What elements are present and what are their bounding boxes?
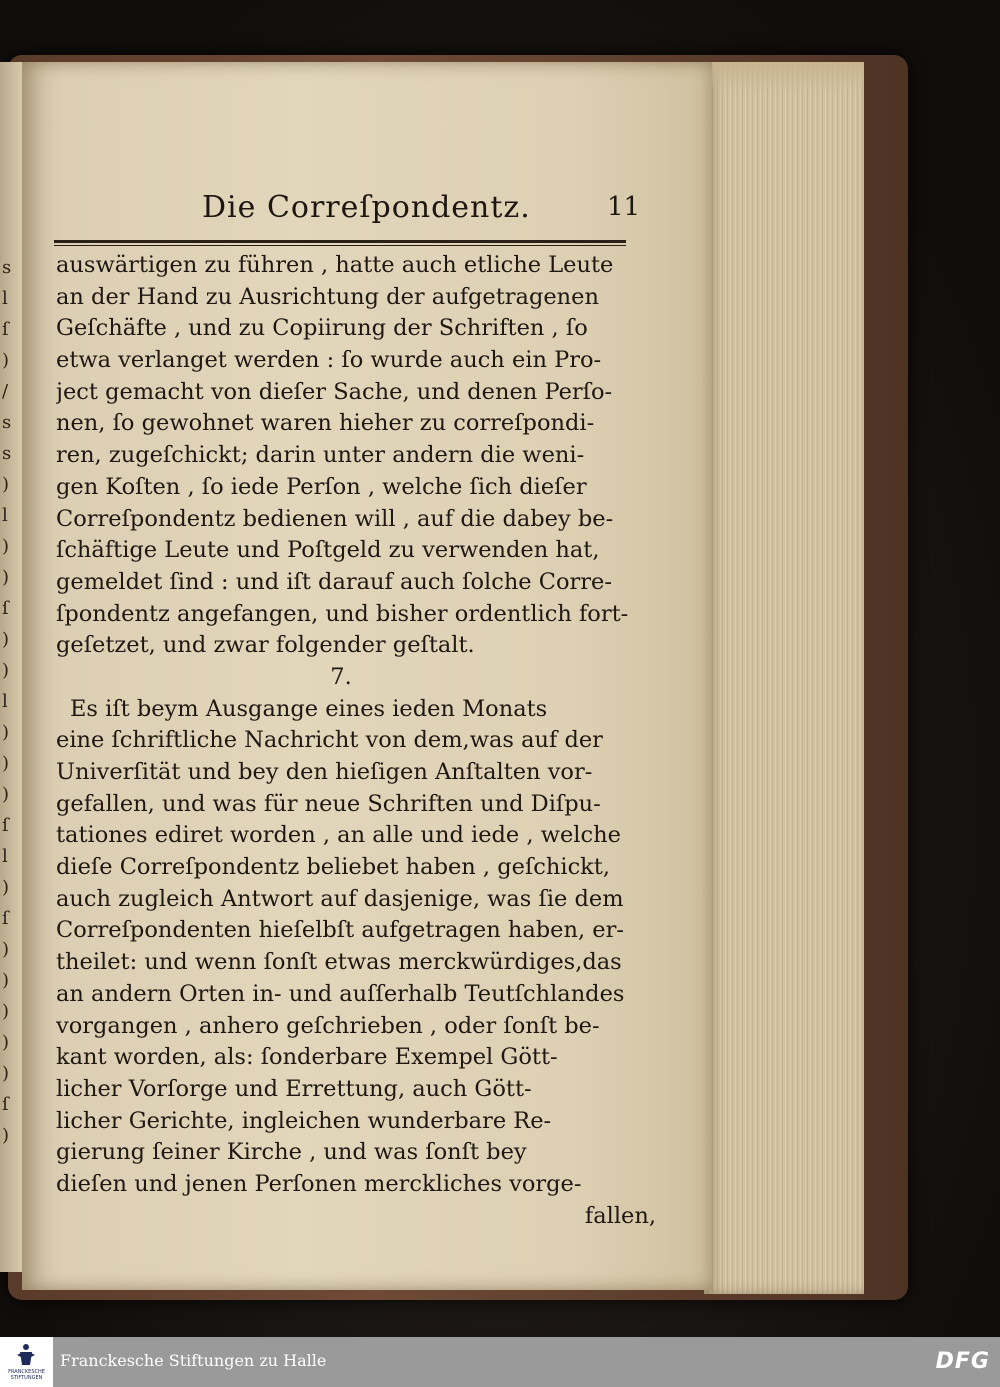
logo-text: FRANCKESCHE STIFTUNGEN	[8, 1369, 45, 1381]
text-line: eine ſchriftliche Nachricht von dem,was auf der	[56, 727, 603, 754]
text-line: gen Koſten , ſo iede Perſon , welche ſich dieſer	[56, 473, 587, 500]
dfg-logo[interactable]: DFG	[935, 1349, 990, 1374]
text-line: Univerſität und bey den hieſigen Anſtalten vor-	[56, 759, 593, 785]
page-block-edges	[704, 62, 864, 1294]
text-line: dieſen und jenen Perſonen merckliches vorge-	[56, 1170, 582, 1197]
institution-emblem-icon	[16, 1343, 36, 1367]
text-line: tationes ediret worden , an alle und iede , welche	[56, 822, 621, 849]
text-line: ject gemacht von dieſer Sache, und denen Perſo-	[56, 378, 613, 405]
text-line: Correſpondentz bedienen will , auf die dabey be-	[56, 505, 614, 532]
head-rule	[54, 240, 626, 243]
text-line: Correſpondenten hieſelbſt aufgetragen haben, er-	[56, 917, 624, 944]
section-number: 7.	[330, 663, 352, 690]
head-rule-thin	[54, 245, 626, 246]
catchword: fallen,	[584, 1202, 656, 1229]
text-line: gemeldet ſind : und iſt darauf auch ſolche Corre-	[56, 568, 612, 595]
text-line: geſetzet, und zwar folgender geſtalt.	[56, 632, 475, 659]
text-line: kant worden, als: ſonderbare Exempel Gött-	[56, 1044, 558, 1071]
left-page-text-fragments: s l ſ ) / s s ) l ) ) ſ ) ) l ) ) ) ſ l ) ſ ) ) ) ) ) ſ )	[2, 257, 12, 1146]
text-line: an der Hand zu Ausrichtung der aufgetragenen	[56, 283, 599, 310]
text-line: dieſe Correſpondentz beliebet haben , geſchickt,	[56, 854, 610, 881]
text-line: licher Gerichte, ingleichen wunderbare Re-	[56, 1107, 552, 1134]
text-line: nen, ſo gewohnet waren hieher zu correſpondi-	[56, 410, 595, 437]
text-line: Es iſt beym Ausgange eines ieden Monats	[70, 695, 548, 722]
text-line: etwa verlanget werden : ſo wurde auch ein Pro-	[56, 347, 602, 374]
page-number: 11	[607, 192, 641, 222]
text-line: Geſchäfte , und zu Copiirung der Schriften , ſo	[56, 315, 588, 342]
text-line: ſpondentz angefangen, und bisher ordentlich fort-	[56, 600, 629, 627]
text-line: vorgangen , anhero geſchrieben , oder ſonſt be-	[56, 1012, 600, 1039]
text-line: licher Vorſorge und Errettung, auch Gött-	[56, 1075, 532, 1102]
text-line: an andern Orten in- und auſſerhalb Teutſchlandes	[56, 980, 625, 1007]
running-title: Die Correſpondentz.	[202, 190, 531, 225]
running-head	[152, 190, 652, 234]
text-line: auch zugleich Antwort auf dasjenige, was ſie dem	[56, 885, 624, 912]
text-line: gefallen, und was für neue Schriften und Diſpu-	[56, 790, 601, 817]
institution-name[interactable]: Franckesche Stiftungen zu Halle	[60, 1351, 327, 1370]
text-line: gierung ſeiner Kirche , und was ſonſt bey	[56, 1139, 527, 1166]
text-line: auswärtigen zu führen , hatte auch etliche Leute	[56, 252, 614, 278]
book-page	[22, 62, 712, 1290]
text-line: ſchäftige Leute und Poſtgeld zu verwenden hat,	[56, 537, 600, 564]
viewer-footer	[0, 1337, 1000, 1387]
text-line: ren, zugeſchickt; darin unter andern die weni-	[56, 442, 585, 469]
franckesche-logo[interactable]	[0, 1337, 53, 1387]
text-line: theilet: und wenn ſonſt etwas merckwürdiges,das	[56, 949, 622, 976]
left-page-edge	[0, 62, 23, 1272]
page-body	[56, 250, 656, 1232]
